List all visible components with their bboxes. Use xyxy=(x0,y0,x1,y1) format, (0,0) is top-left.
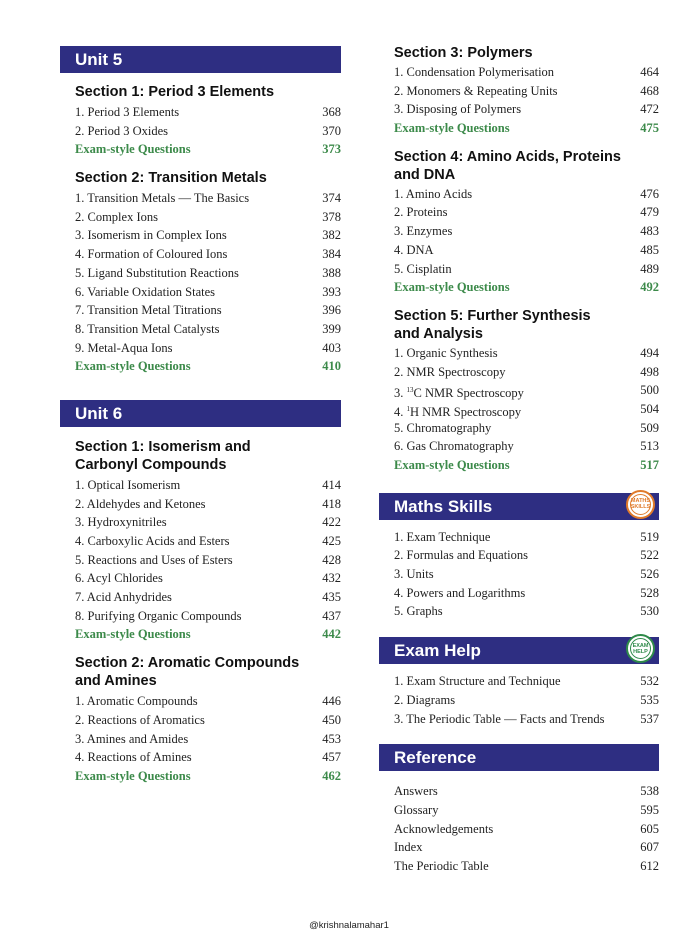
entry-label: Acknowledgements xyxy=(394,821,494,836)
toc-entry[interactable] xyxy=(394,584,659,603)
entry-page: 528 xyxy=(640,585,659,600)
entry-page: 485 xyxy=(640,242,659,257)
entry-label: 6. Variable Oxidation States xyxy=(75,284,216,299)
entry-page: 605 xyxy=(640,821,659,836)
toc-entry[interactable] xyxy=(75,607,341,626)
toc-entry[interactable] xyxy=(394,602,659,621)
entry-page: 612 xyxy=(640,858,659,873)
exam-questions-entry[interactable] xyxy=(394,456,659,475)
unit6-section3 xyxy=(379,44,659,138)
toc-entry[interactable] xyxy=(394,400,659,419)
entry-label: 5. Ligand Substitution Reactions xyxy=(75,265,239,280)
entry-page: 526 xyxy=(640,567,659,582)
toc-entry[interactable] xyxy=(394,222,659,241)
exam-help-list xyxy=(394,672,659,728)
entry-page: 414 xyxy=(322,477,341,492)
entry-label: 2. NMR Spectroscopy xyxy=(394,364,506,379)
entry-label: 3. Enzymes xyxy=(394,224,453,239)
entry-label: 3. Amines and Amides xyxy=(75,731,189,746)
toc-entry[interactable] xyxy=(75,264,341,283)
toc-entry[interactable] xyxy=(394,857,659,876)
entry-label: 2. Monomers & Repeating Units xyxy=(394,83,558,98)
toc-entry[interactable] xyxy=(75,245,341,264)
entry-label: 1. Condensation Polymerisation xyxy=(394,65,555,79)
toc-entry[interactable] xyxy=(394,363,659,382)
entry-label: 2. Formulas and Equations xyxy=(394,548,529,563)
exam-questions-entry[interactable] xyxy=(75,767,341,786)
entry-label: 6. Gas Chromatography xyxy=(394,439,514,454)
toc-entry[interactable] xyxy=(75,588,341,607)
entry-label: 1. Exam Structure and Technique xyxy=(394,674,561,689)
unit5-section2 xyxy=(60,169,341,376)
unit5-section1 xyxy=(60,83,341,159)
entry-page: 422 xyxy=(322,515,341,530)
exam-questions-entry[interactable] xyxy=(75,625,341,644)
toc-entry[interactable] xyxy=(394,185,659,204)
section-title: Section 2: Transition Metals xyxy=(75,170,267,187)
toc-entry[interactable] xyxy=(394,381,659,400)
entry-label: 2. Period 3 Oxides xyxy=(75,123,169,138)
entry-label: Exam-style Questions xyxy=(394,280,510,295)
toc-entry[interactable] xyxy=(75,320,341,339)
entry-page: 500 xyxy=(640,383,659,398)
section-title-line1: Section 2: Aromatic Compounds xyxy=(75,655,300,672)
entry-label: Exam-style Questions xyxy=(394,458,510,472)
toc-entry[interactable] xyxy=(75,532,341,551)
entry-page: 517 xyxy=(640,458,659,472)
reference-header: Reference xyxy=(379,744,659,771)
entry-label: Answers xyxy=(394,784,438,799)
entry-label: 1. Amino Acids xyxy=(394,186,473,201)
entry-page: 450 xyxy=(322,712,341,727)
entry-label: 3. Disposing of Polymers xyxy=(394,102,522,117)
toc-entry[interactable] xyxy=(394,801,659,820)
entry-page: 373 xyxy=(322,142,341,157)
toc-entry[interactable] xyxy=(75,339,341,358)
entry-page: 607 xyxy=(640,840,659,855)
entry-page: 509 xyxy=(640,420,659,435)
entry-label: 1. Organic Synthesis xyxy=(394,345,498,360)
entry-label: 1. Optical Isomerism xyxy=(75,477,181,492)
section-title-line2: and Analysis xyxy=(394,325,483,342)
toc-entry[interactable] xyxy=(75,301,341,320)
entry-page: 513 xyxy=(640,439,659,454)
toc-entry[interactable] xyxy=(75,730,341,749)
toc-entry[interactable] xyxy=(75,226,341,245)
entry-page: 472 xyxy=(640,102,659,117)
toc-entry[interactable] xyxy=(394,820,659,839)
entry-label: 5. Cisplatin xyxy=(394,261,452,276)
entry-label: 1. Aromatic Compounds xyxy=(75,694,198,709)
toc-entry[interactable] xyxy=(394,203,659,222)
toc-entry[interactable] xyxy=(75,495,341,514)
exam-questions-entry[interactable] xyxy=(394,119,659,138)
entry-label: 2. Aldehydes and Ketones xyxy=(75,496,206,511)
toc-entry[interactable] xyxy=(75,208,341,227)
toc-entry[interactable] xyxy=(394,82,659,101)
entry-label: 3. $^{13}$C NMR Spectroscopy xyxy=(394,386,524,401)
entry-page: 382 xyxy=(322,228,341,243)
entry-page: 425 xyxy=(322,534,341,548)
entry-page: 370 xyxy=(322,123,341,138)
entry-page: 453 xyxy=(322,731,341,746)
exam-questions-entry[interactable] xyxy=(75,357,341,376)
toc-entry[interactable] xyxy=(75,692,341,711)
entry-page: 538 xyxy=(640,784,659,799)
toc-entry[interactable] xyxy=(75,569,341,588)
toc-entry[interactable] xyxy=(394,710,659,729)
entry-page: 396 xyxy=(322,303,341,318)
entry-label: 5. Chromatography xyxy=(394,420,492,435)
entry-page: 428 xyxy=(322,552,341,567)
entry-label: 2. Diagrams xyxy=(394,692,456,707)
toc-entry[interactable] xyxy=(394,419,659,438)
entry-label: 8. Purifying Organic Compounds xyxy=(75,608,242,623)
entry-page: 492 xyxy=(640,280,659,295)
toc-entry[interactable] xyxy=(394,344,659,363)
entry-label: 6. Acyl Chlorides xyxy=(75,571,163,586)
entry-page: 479 xyxy=(640,205,659,220)
maths-skills-list xyxy=(394,528,659,621)
entry-page: 519 xyxy=(640,529,659,544)
section-title-line1: Section 1: Isomerism and xyxy=(75,438,251,455)
entry-page: 489 xyxy=(640,261,659,276)
toc-entry[interactable] xyxy=(75,283,341,302)
isotope-superscript: 13 xyxy=(406,386,414,395)
maths-skills-title: Maths Skills xyxy=(394,496,493,516)
right-column xyxy=(379,0,659,876)
section-title: Section 1: Period 3 Elements xyxy=(75,84,275,100)
entry-label: 3. Hydroxynitriles xyxy=(75,515,167,530)
entry-page: 393 xyxy=(322,284,341,299)
footer-handle: @krishnalamahar1 xyxy=(309,920,389,931)
entry-page: 388 xyxy=(322,265,341,280)
toc-entry[interactable] xyxy=(394,838,659,857)
entry-label: 4. DNA xyxy=(394,242,434,257)
toc-entry[interactable] xyxy=(75,513,341,532)
left-column xyxy=(60,0,341,786)
maths-skills-header xyxy=(379,493,659,520)
toc-entry[interactable] xyxy=(394,241,659,260)
section-title-line2: and DNA xyxy=(394,166,456,183)
entry-page: 498 xyxy=(640,364,659,379)
entry-label: 4. Reactions of Amines xyxy=(75,750,192,765)
entry-label: Index xyxy=(394,840,423,855)
entry-page: 432 xyxy=(322,571,341,586)
entry-label: Exam-style Questions xyxy=(75,142,191,157)
toc-entry[interactable] xyxy=(394,782,659,801)
entry-page: 535 xyxy=(640,692,659,707)
toc-entry[interactable] xyxy=(75,551,341,570)
entry-page: 462 xyxy=(322,768,341,783)
entry-label: Glossary xyxy=(394,802,439,817)
section-title-line2: and Amines xyxy=(75,673,157,690)
toc-entry[interactable] xyxy=(394,528,659,547)
entry-page: 522 xyxy=(640,548,659,563)
isotope-superscript: 1 xyxy=(406,404,410,413)
entry-label: 7. Acid Anhydrides xyxy=(75,590,172,605)
exam-help-title: Exam Help xyxy=(394,641,481,661)
entry-page: 399 xyxy=(322,321,341,336)
entry-page: 384 xyxy=(322,247,341,262)
entry-label: The Periodic Table xyxy=(394,858,489,873)
toc-entry[interactable] xyxy=(394,672,659,691)
entry-label: 4. Carboxylic Acids and Esters xyxy=(75,534,230,548)
entry-label: 1. Exam Technique xyxy=(394,529,491,544)
entry-label: 1. Period 3 Elements xyxy=(75,105,180,119)
toc-entry[interactable] xyxy=(75,748,341,767)
section-title-line2: Carbonyl Compounds xyxy=(75,456,227,473)
exam-help-header xyxy=(379,637,659,664)
entry-page: 378 xyxy=(322,209,341,224)
entry-page: 595 xyxy=(640,802,659,817)
entry-label: 4. Powers and Logarithms xyxy=(394,585,526,600)
entry-page: 437 xyxy=(322,608,341,623)
entry-page: 442 xyxy=(322,627,341,642)
entry-page: 464 xyxy=(640,65,659,79)
toc-entry[interactable] xyxy=(75,103,341,122)
unit6-section1 xyxy=(60,438,341,644)
entry-page: 374 xyxy=(322,191,341,206)
unit6-section4 xyxy=(379,148,659,297)
toc-entry[interactable] xyxy=(394,565,659,584)
entry-page: 494 xyxy=(640,345,659,360)
entry-label: 9. Metal-Aqua Ions xyxy=(75,340,173,355)
entry-label: 3. The Periodic Table — Facts and Trends xyxy=(394,711,605,726)
entry-label: 3. Units xyxy=(394,567,434,582)
toc-entry[interactable] xyxy=(75,476,341,495)
unit5-header: Unit 5 xyxy=(60,46,341,73)
toc-entry[interactable] xyxy=(394,100,659,119)
entry-page: 410 xyxy=(322,359,341,374)
entry-page: 504 xyxy=(640,401,659,416)
toc-entry[interactable] xyxy=(394,691,659,710)
entry-page: 475 xyxy=(640,121,659,136)
entry-label: 2. Reactions of Aromatics xyxy=(75,712,205,727)
section-title-line1: Section 5: Further Synthesis xyxy=(394,307,591,324)
entry-label: Exam-style Questions xyxy=(75,359,191,374)
entry-label: Exam-style Questions xyxy=(75,627,191,642)
entry-label: 5. Graphs xyxy=(394,604,443,619)
entry-page: 418 xyxy=(322,496,341,511)
toc-entry[interactable] xyxy=(394,546,659,565)
toc-entry[interactable] xyxy=(75,189,341,208)
entry-label: 3. Isomerism in Complex Ions xyxy=(75,228,227,243)
section-title-line1: Section 4: Amino Acids, Proteins xyxy=(394,148,621,165)
exam-questions-entry[interactable] xyxy=(394,278,659,297)
entry-label: 5. Reactions and Uses of Esters xyxy=(75,552,233,567)
entry-page: 468 xyxy=(640,83,659,98)
section-title: Section 3: Polymers xyxy=(394,45,533,61)
entry-label: 4. Formation of Coloured Ions xyxy=(75,247,228,262)
unit6-header: Unit 6 xyxy=(60,400,341,427)
entry-page: 457 xyxy=(322,750,341,765)
unit6-section2 xyxy=(60,654,341,785)
toc-entry[interactable] xyxy=(75,122,341,141)
toc-entry[interactable] xyxy=(394,437,659,456)
entry-page: 537 xyxy=(640,711,659,726)
entry-page: 532 xyxy=(640,674,659,689)
toc-entry[interactable] xyxy=(394,260,659,279)
reference-list xyxy=(394,782,659,875)
entry-page: 530 xyxy=(640,604,659,619)
entry-label: Exam-style Questions xyxy=(75,768,191,783)
maths-skills-badge-icon: MATHS SKILLS xyxy=(626,490,655,519)
entry-page: 446 xyxy=(322,694,341,709)
entry-page: 403 xyxy=(322,340,341,355)
entry-label: 2. Proteins xyxy=(394,205,448,220)
entry-label: 2. Complex Ions xyxy=(75,209,158,224)
unit6-section5 xyxy=(379,307,659,475)
entry-label: 7. Transition Metal Titrations xyxy=(75,303,222,318)
exam-help-badge-icon: EXAM HELP xyxy=(626,634,655,663)
toc-entry[interactable] xyxy=(75,711,341,730)
entry-label: 8. Transition Metal Catalysts xyxy=(75,321,220,336)
toc-entry[interactable] xyxy=(394,63,659,82)
entry-label: 1. Transition Metals — The Basics xyxy=(75,191,250,206)
entry-page: 435 xyxy=(322,590,341,605)
exam-questions-entry[interactable] xyxy=(75,140,341,159)
entry-label: Exam-style Questions xyxy=(394,121,510,136)
entry-page: 476 xyxy=(640,186,659,201)
entry-page: 483 xyxy=(640,224,659,239)
entry-page: 368 xyxy=(322,105,341,119)
entry-label: 4. $^1$H NMR Spectroscopy xyxy=(394,404,522,420)
